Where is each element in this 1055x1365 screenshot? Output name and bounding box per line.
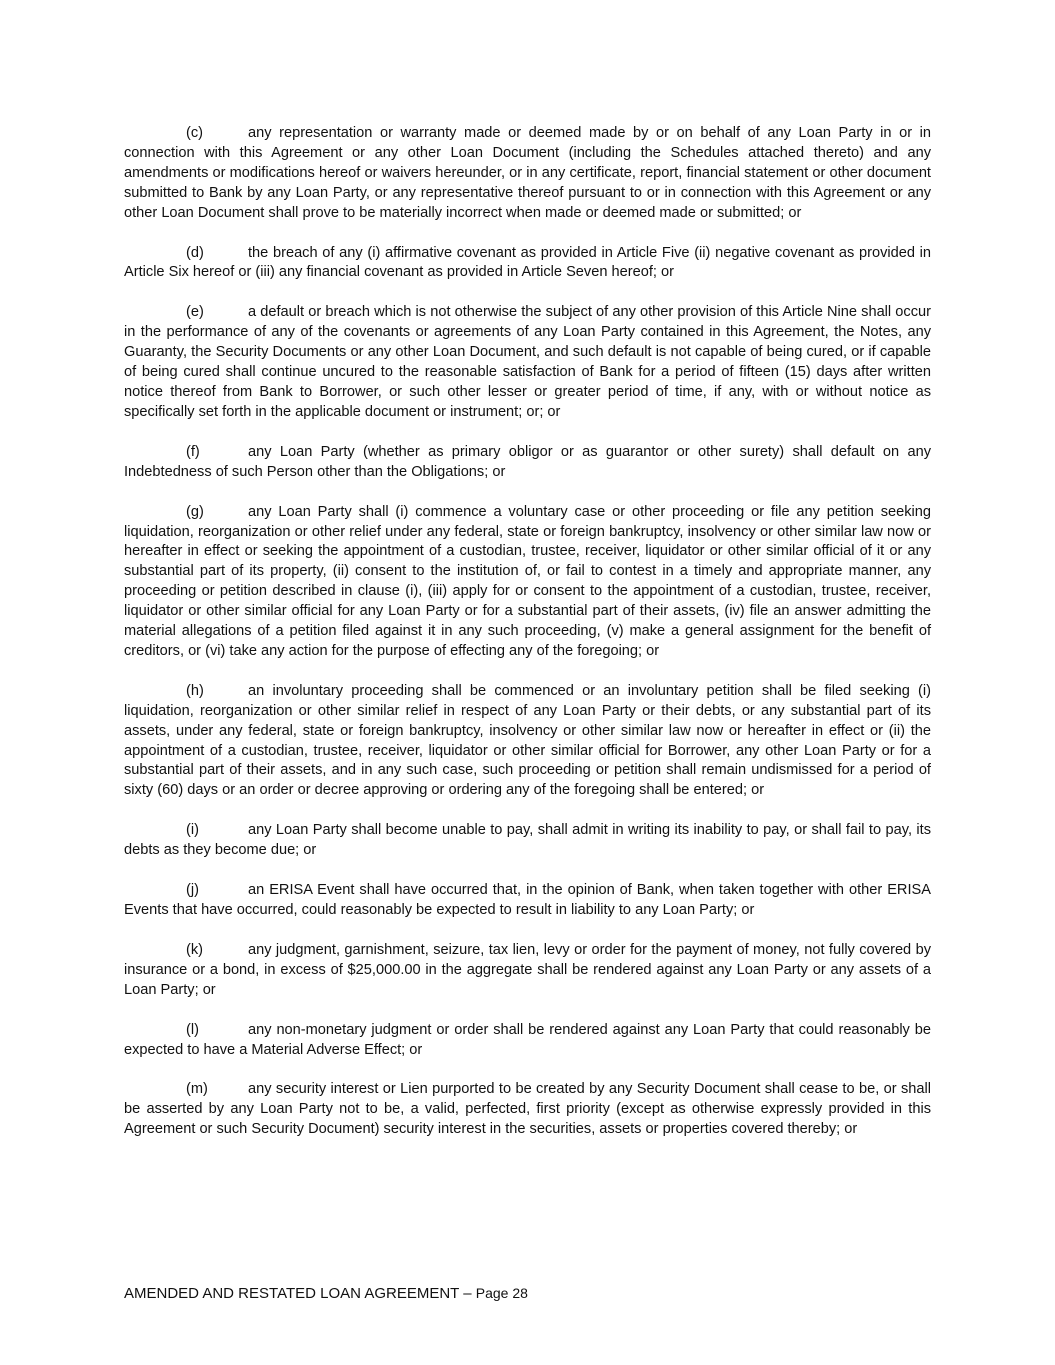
- clause-h: [124, 682, 931, 801]
- clause-label: (l): [186, 1021, 199, 1038]
- clause-text: any Loan Party shall (i) commence a voluntary case or other proceeding or file any petition seeking liquidation, reorganization or other relief under any federal, state or foreign bankruptcy, insolvency or other similar law now or hereafter in effect or seeking the appointment of a custodian, trustee, receiver, liquidator or other similar official of it or any substantial part of its property, (ii) consent to the institution of, or fail to contest in a timely and appropriate manner, any proceeding or petition described in clause (i), (iii) apply for or consent to the appointment of a custodian, trustee, receiver, liquidator or other similar official for any Loan Party or for a substantial part of their assets, (iv) file an answer admitting the material allegations of a petition filed against it in any such proceeding, (v) make a general assignment for the benefit of creditors, or (vi) take any action for the purpose of effecting any of the foregoing; or: [124, 503, 931, 659]
- clause-c: [124, 124, 931, 224]
- clause-label: (e): [186, 304, 204, 321]
- clause-d: [124, 244, 931, 284]
- clause-label: (g): [186, 503, 204, 520]
- clause-label: (f): [186, 443, 200, 460]
- clause-f: [124, 443, 931, 483]
- footer-title: AMENDED AND RESTATED LOAN AGREEMENT: [124, 1285, 460, 1302]
- clause-label: (i): [186, 822, 199, 839]
- clause-text: any representation or warranty made or deemed made by or on behalf of any Loan Party in or in connection with this Agreement or any other Loan Document (including the Schedules attached thereto) and any amendments or modifications hereof or waivers hereunder, or in any certificate, report, financial statement or other document submitted to Bank by any Loan Party, or any representative thereof pursuant to or in connection with this Agreement or any other Loan Document shall prove to be materially incorrect when made or deemed made or submitted; or: [124, 125, 931, 221]
- clause-text: any judgment, garnishment, seizure, tax lien, levy or order for the payment of money, not fully covered by insurance or a bond, in excess of $25,000.00 in the aggregate shall be rendered against any Loan Party or any assets of a Loan Party; or: [124, 941, 931, 998]
- clause-text: a default or breach which is not otherwise the subject of any other provision of this Article Nine shall occur in the performance of any of the covenants or agreements of any Loan Party contained in this Agreement, the Notes, any Guaranty, the Security Documents or any other Loan Document, and such default is not capable of being cured, or if capable of being cured shall continue uncured to the reasonable satisfaction of Bank for a period of fifteen (15) days after written notice thereof from Bank to Borrower, or such other lesser or greater period of time, if any, with or without notice as specifically set forth in the applicable document or instrument; or; or: [124, 304, 931, 420]
- clause-text: an involuntary proceeding shall be commenced or an involuntary petition shall be filed seeking (i) liquidation, reorganization or other similar relief in respect of any Loan Party or their debts, or any substantial part of its assets, under any federal, state or foreign bankruptcy, insolvency or other similar law now or hereafter in effect or (ii) the appointment of a custodian, trustee, receiver, liquidator or other similar official for Borrower, any other Loan Party or for a substantial part of their assets, and in any such case, such proceeding or petition shall remain undismissed for a period of sixty (60) days or an order or decree approving or ordering any of the foregoing shall be entered; or: [124, 682, 931, 799]
- page-number: Page 28: [475, 1285, 528, 1301]
- clause-label: (k): [186, 941, 204, 958]
- footer-separator: –: [463, 1285, 472, 1302]
- clause-text: any Loan Party (whether as primary obligor or as guarantor or other surety) shall default on any Indebtedness of such Person other than the Obligations; or: [124, 443, 931, 480]
- clause-label: (h): [186, 682, 204, 699]
- clause-j: [124, 881, 931, 921]
- clause-m: [124, 1080, 931, 1140]
- clause-text: the breach of any (i) affirmative covenant as provided in Article Five (ii) negative covenant as provided in Article Six hereof or (iii) any financial covenant as provided in Article Seven hereof; or: [124, 244, 931, 281]
- clause-text: any non-monetary judgment or order shall be rendered against any Loan Party that could reasonably be expected to have a Material Adverse Effect; or: [124, 1021, 931, 1058]
- clause-text: any Loan Party shall become unable to pay, shall admit in writing its inability to pay, or shall fail to pay, its debts as they become due; or: [124, 822, 931, 859]
- clause-label: (d): [186, 244, 204, 261]
- clause-k: [124, 941, 931, 1001]
- clause-label: (c): [186, 125, 204, 141]
- clause-g: [124, 503, 931, 662]
- clause-label: (m): [186, 1081, 208, 1098]
- clause-text: an ERISA Event shall have occurred that, in the opinion of Bank, when taken together with other ERISA Events that have occurred, could reasonably be expected to result in liability to any Loan Party; or: [124, 882, 931, 918]
- clause-l: [124, 1021, 931, 1061]
- clause-e: [124, 303, 931, 422]
- document-body: [124, 124, 931, 1160]
- clause-i: [124, 821, 931, 861]
- page-footer: [124, 1283, 528, 1304]
- clause-label: (j): [186, 882, 199, 899]
- clause-text: any security interest or Lien purported to be created by any Security Document shall cease to be, or shall be asserted by any Loan Party not to be, a valid, perfected, first priority (except as otherwise expressly provided in this Agreement or such Security Document) security interest in the securities, assets or properties covered thereby; or: [124, 1081, 931, 1138]
